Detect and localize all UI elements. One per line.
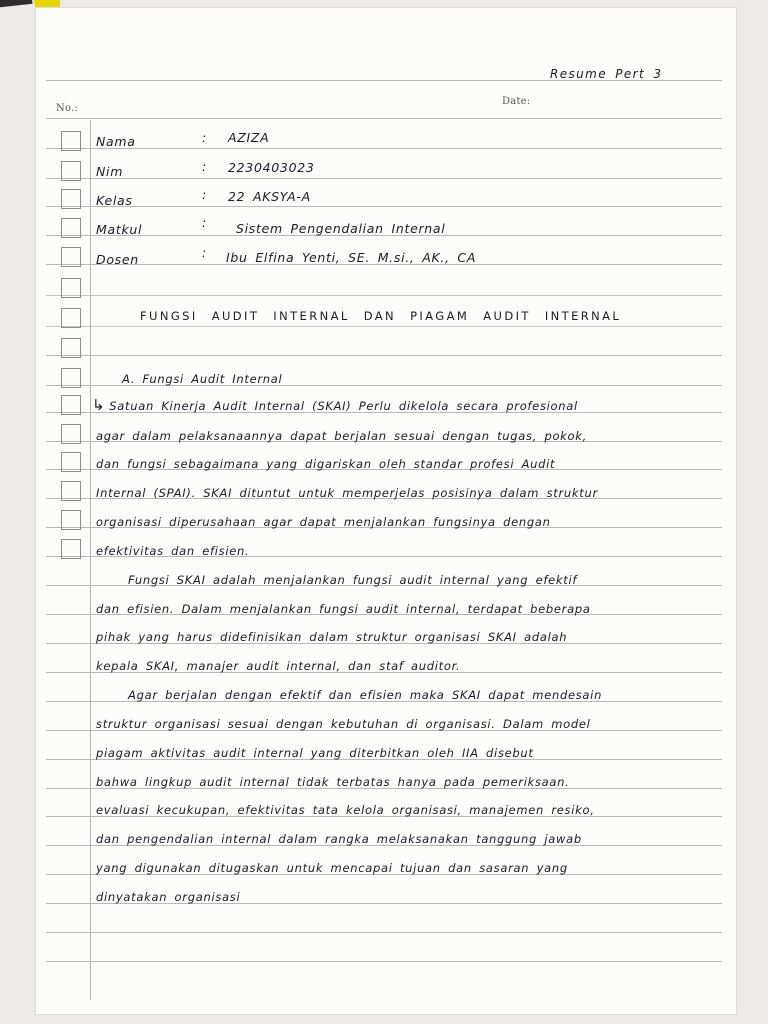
body-line-5: organisasi diperusahaan agar dapat menjalankan fungsinya dengan <box>96 515 551 529</box>
margin-checkbox <box>61 131 81 151</box>
kelas-colon: : <box>202 187 207 202</box>
ruled-line <box>46 178 722 179</box>
body-line-text: Satuan Kinerja Audit Internal (SKAI) Perlu dikelola secara profesional <box>109 399 578 413</box>
margin-checkbox <box>61 481 81 501</box>
matkul-value: Sistem Pengendalian Internal <box>236 221 446 236</box>
notebook-page <box>36 8 736 1014</box>
kelas-value: 22 AKSYA-A <box>228 189 311 204</box>
dosen-colon: : <box>202 245 207 260</box>
body-line-1 <box>92 398 578 413</box>
margin-checkbox <box>61 338 81 358</box>
margin-checkbox <box>61 189 81 209</box>
body-line-3: dan fungsi sebagaimana yang digariskan oleh standar profesi Audit <box>96 457 556 471</box>
body-line-18: dinyatakan organisasi <box>96 890 241 904</box>
name-colon: : <box>202 130 207 145</box>
body-line-11: Agar berjalan dengan efektif dan efisien maka SKAI dapat mendesain <box>128 688 603 702</box>
margin-checkbox <box>61 161 81 181</box>
body-line-12: struktur organisasi sesuai dengan kebutuhan di organisasi. Dalam model <box>96 717 591 731</box>
nim-value: 2230403023 <box>228 160 315 175</box>
body-line-16: dan pengendalian internal dalam rangka melaksanakan tanggung jawab <box>96 832 582 846</box>
margin-checkbox <box>61 424 81 444</box>
ruled-line <box>46 295 722 296</box>
body-line-14: bahwa lingkup audit internal tidak terbatas hanya pada pemeriksaan. <box>96 775 570 789</box>
body-line-15: evaluasi kecukupan, efektivitas tata kelola organisasi, manajemen resiko, <box>96 803 595 817</box>
body-line-4: Internal (SPAI). SKAI dituntut untuk memperjelas posisinya dalam struktur <box>96 486 598 500</box>
margin-checkbox <box>61 247 81 267</box>
margin-checkbox <box>61 308 81 328</box>
nim-label: Nim <box>96 164 124 179</box>
ruled-line <box>46 118 722 119</box>
margin-checkbox <box>61 452 81 472</box>
matkul-colon: : <box>202 215 207 230</box>
margin-checkbox <box>61 368 81 388</box>
body-line-2: agar dalam pelaksanaannya dapat berjalan sesuai dengan tugas, pokok, <box>96 429 587 443</box>
section-heading: A. Fungsi Audit Internal <box>122 372 283 386</box>
margin-line <box>90 120 91 1000</box>
ruled-line <box>46 961 722 962</box>
document-title: FUNGSI AUDIT INTERNAL DAN PIAGAM AUDIT INTERNAL <box>140 309 622 323</box>
name-label: Nama <box>96 134 136 149</box>
body-line-6: efektivitas dan efisien. <box>96 544 250 558</box>
no-label: No.: <box>56 103 78 114</box>
margin-checkbox <box>61 510 81 530</box>
ruled-line <box>46 206 722 207</box>
body-line-13: piagam aktivitas audit internal yang diterbitkan oleh IIA disebut <box>96 746 534 760</box>
arrow-icon: ↳ <box>92 396 106 414</box>
matkul-label: Matkul <box>96 222 143 237</box>
margin-checkbox <box>61 218 81 238</box>
name-value: AZIZA <box>228 130 270 145</box>
resume-heading: Resume Pert 3 <box>550 67 663 81</box>
body-line-10: kepala SKAI, manajer audit internal, dan staf auditor. <box>96 659 461 673</box>
body-line-7: Fungsi SKAI adalah menjalankan fungsi audit internal yang efektif <box>128 573 578 587</box>
margin-checkbox <box>61 395 81 415</box>
kelas-label: Kelas <box>96 193 133 208</box>
body-line-17: yang digunakan ditugaskan untuk mencapai tujuan dan sasaran yang <box>96 861 568 875</box>
nim-colon: : <box>202 159 207 174</box>
dosen-value: Ibu Elfina Yenti, SE. M.si., AK., CA <box>226 250 477 265</box>
body-line-8: dan efisien. Dalam menjalankan fungsi audit internal, terdapat beberapa <box>96 602 591 616</box>
ruled-line <box>46 932 722 933</box>
date-label: Date: <box>502 96 531 107</box>
ruled-line <box>46 148 722 149</box>
ruled-line <box>46 326 722 327</box>
dosen-label: Dosen <box>96 252 139 267</box>
ruled-line <box>46 355 722 356</box>
margin-checkbox <box>61 278 81 298</box>
body-line-9: pihak yang harus didefinisikan dalam struktur organisasi SKAI adalah <box>96 630 568 644</box>
margin-checkbox <box>61 539 81 559</box>
